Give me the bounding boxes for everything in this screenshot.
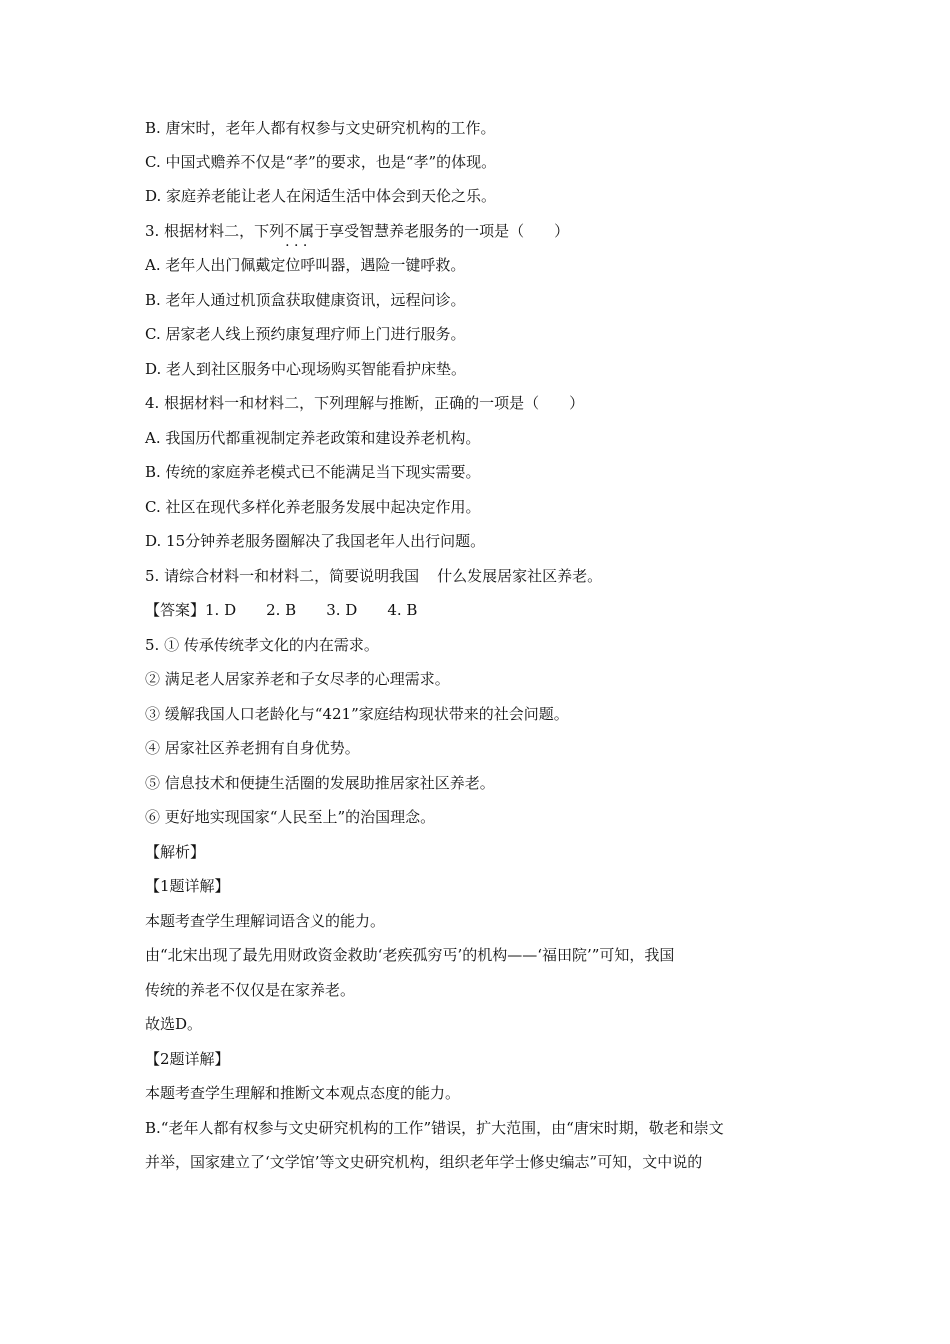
q2-option-b: B. 唐宋时，老年人都有权参与文史研究机构的工作。 bbox=[145, 119, 496, 137]
q4-option-d: D. 15分钟养老服务圈解决了我国老年人出行问题。 bbox=[145, 532, 486, 550]
answer-5-point-5: ⑤ 信息技术和便捷生活圈的发展助推居家社区养老。 bbox=[145, 774, 495, 792]
q3-option-a: A. 老年人出门佩戴定位呼叫器，遇险一键呼救。 bbox=[145, 256, 466, 274]
q3-stem-prefix: 3. 根据材料二，下列 bbox=[145, 222, 285, 240]
q4-stem: 4. 根据材料一和材料二，下列理解与推断，正确的一项是（ ） bbox=[145, 394, 585, 412]
q5-stem-prefix: 5. 请综合材料一和材料二，简要说明我国 bbox=[145, 567, 420, 585]
q2-detail-para-1: 本题考查学生理解和推断文本观点态度的能力。 bbox=[145, 1084, 461, 1102]
q2-detail-para-3: 并举，国家建立了‘文学馆’等文史研究机构，组织老年学士修史编志”可知，文中说的 bbox=[145, 1153, 703, 1171]
q1-detail-para-2: 由“北宋出现了最先用财政资金救助‘老疾孤穷丐’的机构——‘福田院’”可知，我国 bbox=[145, 946, 675, 964]
q2-detail-para-2: B.“老年人都有权参与文史研究机构的工作”错误，扩大范围，由“唐宋时期，敬老和崇文 bbox=[145, 1119, 724, 1137]
answer-line: 【答案】1. D 2. B 3. D 4. B bbox=[145, 601, 418, 619]
q4-option-c: C. 社区在现代多样化养老服务发展中起决定作用。 bbox=[145, 498, 481, 516]
answer-5-point-2: ② 满足老人居家养老和子女尽孝的心理需求。 bbox=[145, 670, 450, 688]
q2-detail-heading: 【2题详解】 bbox=[145, 1050, 230, 1068]
answer-5-point-1: 5. ① 传承传统孝文化的内在需求。 bbox=[145, 636, 379, 654]
analysis-heading: 【解析】 bbox=[145, 843, 206, 861]
q5-stem bbox=[145, 566, 602, 586]
q1-detail-para-4: 故选D。 bbox=[145, 1015, 203, 1033]
q1-detail-heading: 【1题详解】 bbox=[145, 877, 230, 895]
q3-option-b: B. 老年人通过机顶盒获取健康资讯，远程问诊。 bbox=[145, 291, 466, 309]
q1-detail-para-3: 传统的养老不仅仅是在家养老。 bbox=[145, 981, 356, 999]
q3-option-d: D. 老人到社区服务中心现场购买智能看护床垫。 bbox=[145, 360, 467, 378]
q2-option-c: C. 中国式赡养不仅是“孝”的要求，也是“孝”的体现。 bbox=[145, 153, 497, 171]
q4-option-a: A. 我国历代都重视制定养老政策和建设养老机构。 bbox=[145, 429, 481, 447]
q4-option-b: B. 传统的家庭养老模式已不能满足当下现实需要。 bbox=[145, 463, 481, 481]
q3-stem-suffix: 享受智慧养老服务的一项是（ ） bbox=[329, 222, 570, 240]
answer-5-point-3: ③ 缓解我国人口老龄化与“421”家庭结构现状带来的社会问题。 bbox=[145, 705, 569, 723]
q3-option-c: C. 居家老人线上预约康复理疗师上门进行服务。 bbox=[145, 325, 466, 343]
answer-5-point-4: ④ 居家社区养老拥有自身优势。 bbox=[145, 739, 360, 757]
q1-detail-para-1: 本题考查学生理解词语含义的能力。 bbox=[145, 912, 386, 930]
q2-option-d: D. 家庭养老能让老人在闲适生活中体会到天伦之乐。 bbox=[145, 187, 497, 205]
q3-stem bbox=[145, 221, 569, 241]
answer-5-point-6: ⑥ 更好地实现国家“人民至上”的治国理念。 bbox=[145, 808, 436, 826]
q3-stem-emphasis: 不属于 · · · bbox=[284, 221, 329, 241]
q5-stem-suffix: 什么发展居家社区养老。 bbox=[437, 567, 603, 585]
